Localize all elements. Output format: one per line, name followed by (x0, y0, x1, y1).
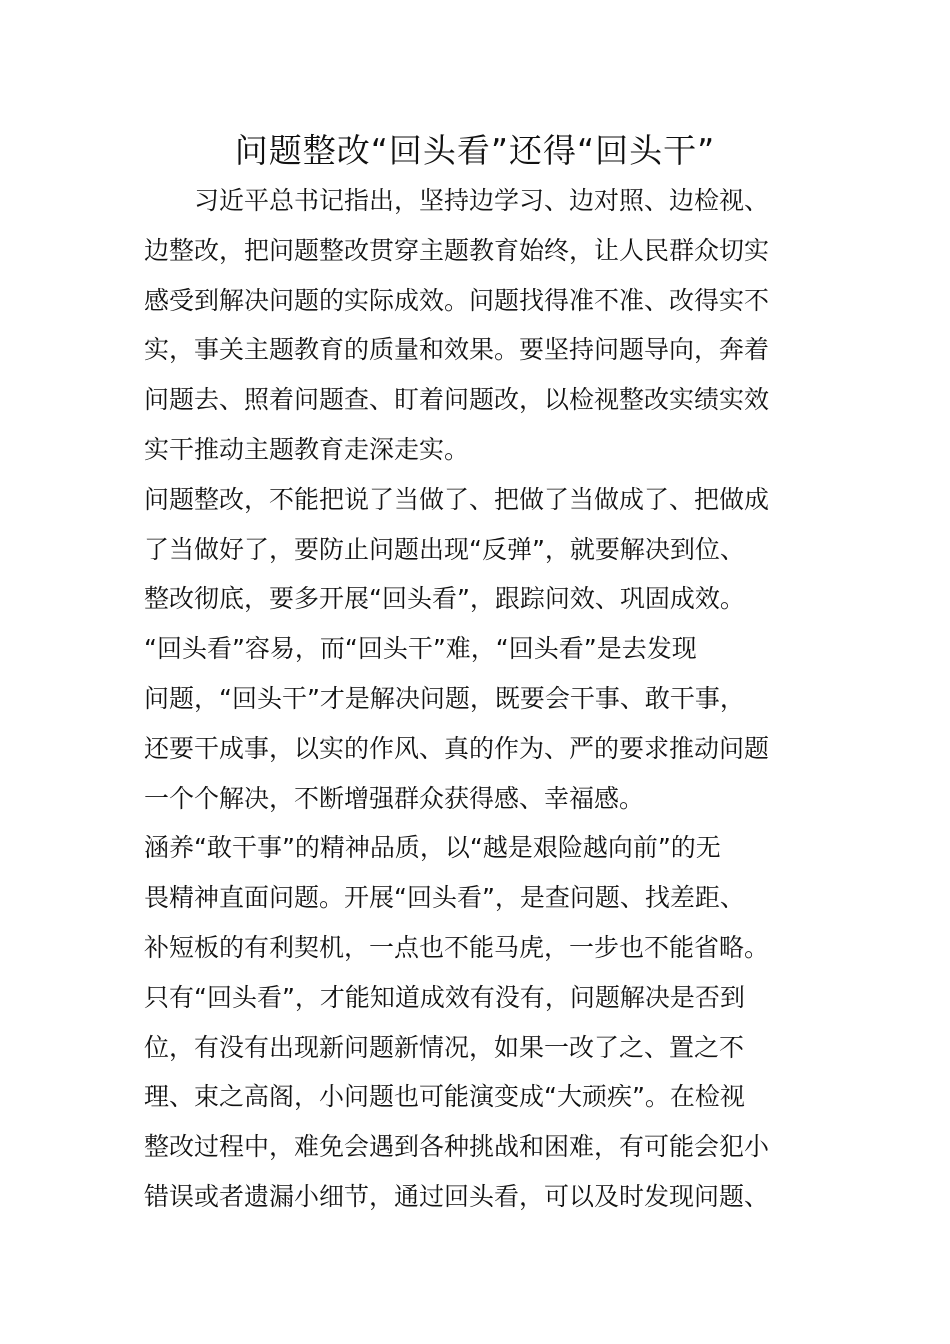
body-line: 理、束之高阁，小问题也可能演变成“大顽疾”。在检视 (144, 1082, 745, 1112)
document-title: 问题整改“回头看”还得“回头干” (234, 131, 716, 170)
body-line: 还要干成事，以实的作风、真的作为、严的要求推动问题 (144, 733, 770, 763)
body-line: 习近平总书记指出，坚持边学习、边对照、边检视、 (144, 186, 770, 215)
body-line: 位，有没有出现新问题新情况，如果一改了之、置之不 (144, 1032, 745, 1062)
body-line: 涵养“敢干事”的精神品质，以“越是艰险越向前”的无 (144, 833, 721, 863)
body-line: 了当做好了，要防止问题出现“反弹”，就要解决到位、 (144, 534, 745, 564)
body-line: 整改过程中，难免会遇到各种挑战和困难，有可能会犯小 (144, 1132, 770, 1162)
body-line: 整改彻底，要多开展“回头看”，跟踪问效、巩固成效。 (144, 584, 745, 614)
body-line: 补短板的有利契机，一点也不能马虎，一步也不能省略。 (144, 932, 770, 962)
document-body (144, 176, 808, 1222)
body-line: 问题，“回头干”才是解决问题，既要会干事、敢干事， (144, 683, 745, 713)
body-line: 感受到解决问题的实际成效。问题找得准不准、改得实不 (144, 285, 770, 315)
body-line: 畏精神直面问题。开展“回头看”，是查问题、找差距、 (144, 883, 745, 913)
body-line: 问题整改，不能把说了当做了、把做了当做成了、把做成 (144, 484, 770, 514)
body-line: 边整改，把问题整改贯穿主题教育始终，让人民群众切实 (144, 235, 770, 265)
body-line: 错误或者遗漏小细节，通过回头看，可以及时发现问题、 (144, 1181, 770, 1211)
body-line: 只有“回头看”，才能知道成效有没有，问题解决是否到 (144, 982, 745, 1012)
body-line: 问题去、照着问题查、盯着问题改，以检视整改实绩实效 (144, 385, 770, 415)
body-line: 实，事关主题教育的质量和效果。要坚持问题导向，奔着 (144, 335, 770, 365)
body-line: “回头看”容易，而“回头干”难，“回头看”是去发现 (144, 634, 697, 664)
body-line: 实干推动主题教育走深走实。 (144, 434, 470, 464)
body-line: 一个个解决，不断增强群众获得感、幸福感。 (144, 783, 645, 813)
